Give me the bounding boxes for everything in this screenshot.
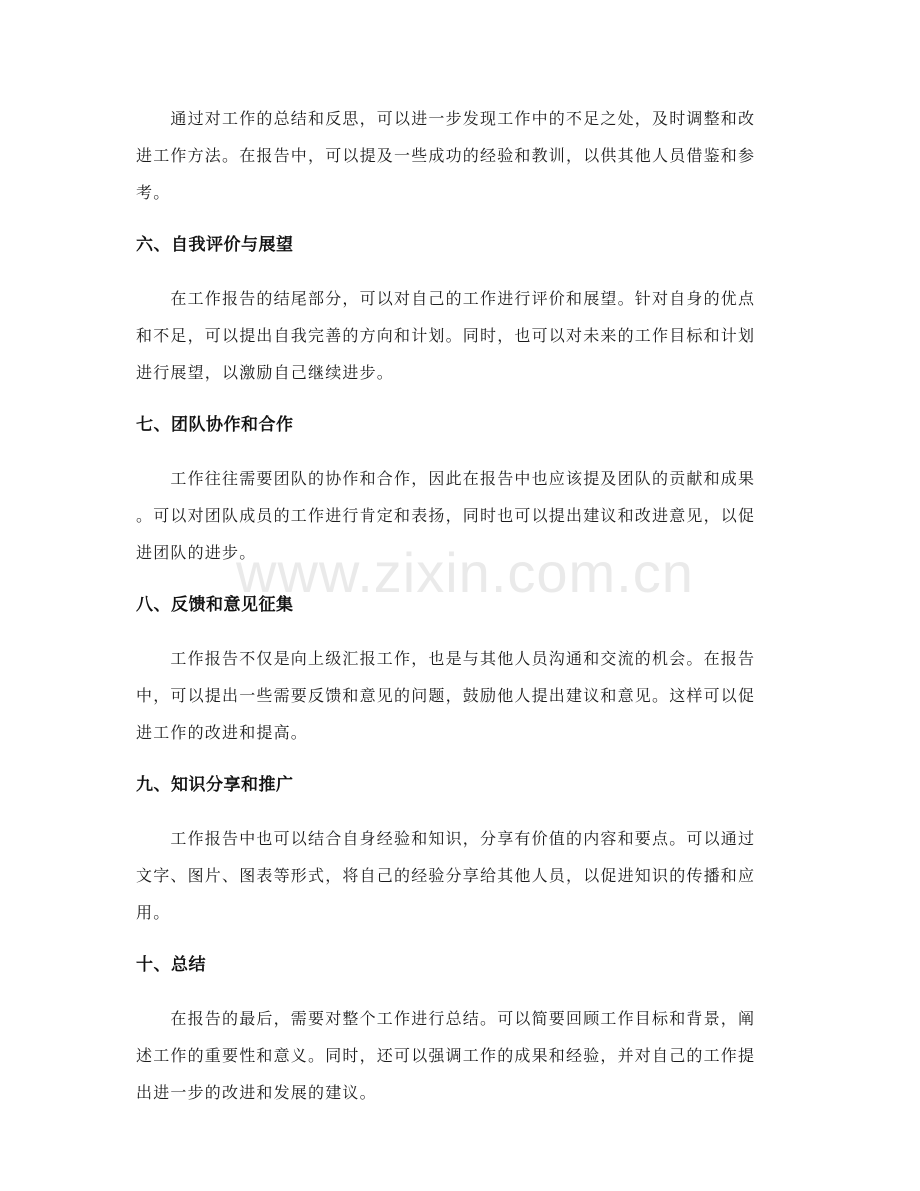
section-spacer — [136, 571, 786, 587]
paragraph-line: 进团队的进步。 — [136, 543, 257, 562]
paragraph-line: 工作报告中也可以结合自身经验和知识，分享有价值的内容和要点。可以通过 — [136, 829, 756, 848]
paragraph-line: 考。 — [136, 183, 171, 202]
body-paragraph — [136, 640, 786, 751]
section-spacer — [136, 264, 786, 280]
body-paragraph — [136, 460, 786, 571]
paragraph-line: 述工作的重要性和意义。同时，还可以强调工作的成果和经验，并对自己的工作提 — [136, 1046, 756, 1065]
body-paragraph — [136, 1000, 786, 1111]
paragraph-line: 进行展望，以激励自己继续进步。 — [136, 363, 395, 382]
body-paragraph — [136, 100, 786, 211]
paragraph-line: 通过对工作的总结和反思，可以进一步发现工作中的不足之处，及时调整和改 — [136, 109, 756, 128]
body-paragraph — [136, 820, 786, 931]
paragraph-line: 工作往往需要团队的协作和合作，因此在报告中也应该提及团队的贡献和成果 — [136, 469, 756, 488]
section-spacer — [136, 211, 786, 227]
paragraph-line: 。可以对团队成员的工作进行肯定和表扬，同时也可以提出建议和改进意见，以促 — [136, 506, 756, 525]
section-heading: 十、总结 — [136, 955, 206, 975]
paragraph-line: 进工作方法。在报告中，可以提及一些成功的经验和教训，以供其他人员借鉴和参 — [136, 146, 756, 165]
section-spacer — [136, 624, 786, 640]
section-spacer — [136, 804, 786, 820]
section-spacer — [136, 444, 786, 460]
watermark: www.zixin.com.cn — [236, 541, 694, 604]
paragraph-line: 进工作的改进和提高。 — [136, 723, 309, 742]
section-heading: 七、团队协作和合作 — [136, 415, 294, 435]
paragraph-line: 工作报告不仅是向上级汇报工作，也是与其他人员沟通和交流的机会。在报告 — [136, 649, 756, 668]
paragraph-line: 在报告的最后，需要对整个工作进行总结。可以简要回顾工作目标和背景，阐 — [136, 1009, 756, 1028]
paragraph-line: 中，可以提出一些需要反馈和意见的问题，鼓励他人提出建议和意见。这样可以促 — [136, 686, 756, 705]
paragraph-line: 出进一步的改进和发展的建议。 — [136, 1083, 377, 1102]
body-paragraph — [136, 280, 786, 391]
paragraph-line: 和不足，可以提出自我完善的方向和计划。同时，也可以对未来的工作目标和计划 — [136, 326, 756, 345]
paragraph-line: 用。 — [136, 903, 171, 922]
section-spacer — [136, 931, 786, 947]
section-heading: 六、自我评价与展望 — [136, 235, 294, 255]
section-spacer — [136, 751, 786, 767]
section-spacer — [136, 984, 786, 1000]
section-heading: 八、反馈和意见征集 — [136, 595, 294, 615]
section-spacer — [136, 391, 786, 407]
paragraph-line: 文字、图片、图表等形式，将自己的经验分享给其他人员，以促进知识的传播和应 — [136, 866, 756, 885]
section-heading: 九、知识分享和推广 — [136, 775, 294, 795]
document-body — [136, 100, 786, 1111]
paragraph-line: 在工作报告的结尾部分，可以对自己的工作进行评价和展望。针对自身的优点 — [136, 289, 756, 308]
